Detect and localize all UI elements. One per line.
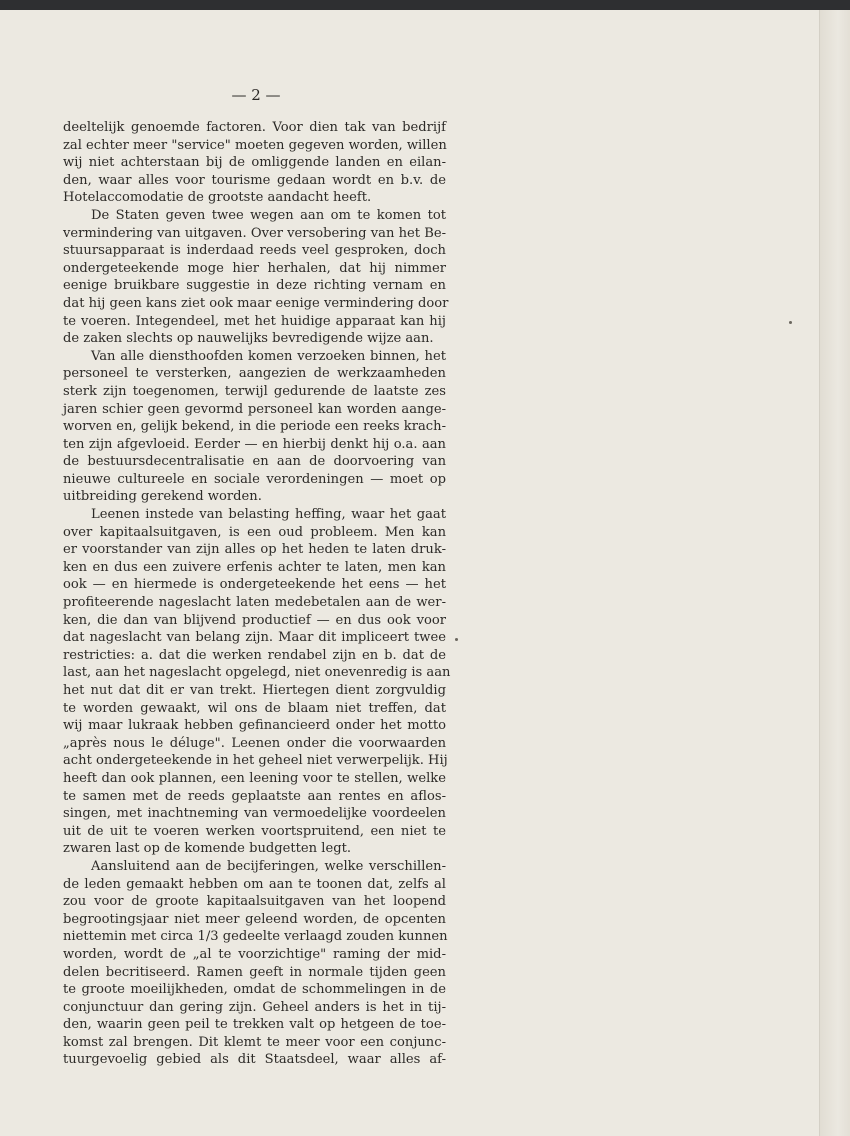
text-line: „après nous le déluge". Leenen onder die voorwaarden: [63, 735, 446, 751]
body-text: [63, 119, 451, 1069]
text-line: profiteerende nageslacht laten medebetalen aan de wer-: [63, 595, 446, 611]
text-line: niettemin met circa 1/3 gedeelte verlaagd zouden kunnen: [63, 929, 448, 945]
text-line: stuursapparaat is inderdaad reeds veel gesproken, doch: [63, 243, 446, 259]
text-line: zwaren last op de komende budgetten legt.: [63, 841, 352, 857]
text-line: ondergeteekende moge hier herhalen, dat hij nimmer: [63, 260, 446, 276]
text-line: worden, wordt de „al te voorzichtige" raming der mid-: [63, 946, 446, 962]
text-line: Hotelaccomodatie de grootste aandacht heeft.: [63, 190, 372, 206]
page-edge-strip: [819, 10, 850, 1136]
text-line: delen becritiseerd. Ramen geeft in normale tijden geen: [63, 964, 446, 980]
text-line: zou voor de groote kapitaalsuitgaven van het loopend: [63, 894, 446, 910]
text-line: wij niet achterstaan bij de omliggende landen en eilan-: [63, 155, 446, 171]
text-line: ten zijn afgevloeid. Eerder — en hierbij denkt hij o.a. aan: [63, 436, 446, 452]
text-line: eenige bruikbare suggestie in deze richting vernam en: [63, 278, 446, 294]
text-line: het nut dat dit er van trekt. Hiertegen dient zorgvuldig: [63, 683, 446, 698]
text-line: tuurgevoelig gebied als dit Staatsdeel, waar alles af-: [63, 1052, 446, 1068]
text-line: sterk zijn toegenomen, terwijl gedurende de laatste zes: [63, 383, 446, 399]
text-line: vermindering van uitgaven. Over versobering van het Be-: [63, 225, 446, 241]
text-line: den, waar alles voor tourisme gedaan wordt en b.v. de: [63, 172, 446, 188]
text-line: acht ondergeteekende in het geheel niet verwerpelijk. Hij: [63, 753, 448, 769]
text-line: ken, die dan van blijvend productief — en dus ook voor: [63, 612, 446, 628]
text-line: dat hij geen kans ziet ook maar eenige vermindering door: [63, 295, 449, 311]
text-line: deeltelijk genoemde factoren. Voor dien tak van bedrijf: [63, 120, 446, 135]
text-line: uit de uit te voeren werken voortspruitend, een niet te: [63, 823, 446, 839]
text-line: de zaken slechts op nauwelijks bevredigende wijze aan.: [63, 331, 434, 347]
dust-speck: [455, 638, 458, 641]
text-line: over kapitaalsuitgaven, is een oud probleem. Men kan: [63, 524, 446, 540]
text-line: er voorstander van zijn alles op het heden te laten druk-: [63, 542, 446, 558]
text-line: restricties: a. dat die werken rendabel zijn en b. dat de: [63, 647, 446, 663]
text-line: last, aan het nageslacht opgelegd, niet onevenredig is aan: [63, 665, 451, 681]
text-line: wij maar lukraak hebben gefinancieerd onder het motto: [63, 718, 446, 734]
text-line: te groote moeilijkheden, omdat de schommelingen in de: [63, 982, 446, 998]
text-line: nieuwe cultureele en sociale verordeningen — moet op: [63, 471, 446, 487]
page-number: — 2 —: [231, 86, 281, 104]
text-line: ken en dus een zuivere erfenis achter te laten, men kan: [63, 559, 446, 575]
text-line: heeft dan ook plannen, een leening voor te stellen, welke: [63, 770, 446, 786]
text-line: personeel te versterken, aangezien de werkzaamheden: [63, 366, 446, 382]
text-line: komst zal brengen. Dit klemt te meer voor een conjunc-: [63, 1034, 446, 1050]
text-line: de leden gemaakt hebben om aan te toonen dat, zelfs al: [63, 876, 446, 892]
text-line: Van alle diensthoofden komen verzoeken binnen, het: [91, 348, 446, 364]
text-line: Aansluitend aan de becijferingen, welke verschillen-: [91, 858, 446, 874]
text-line: singen, met inachtneming van vermoedelijke voordeelen: [63, 806, 446, 822]
text-line: den, waarin geen peil te trekken valt op hetgeen de toe-: [63, 1017, 446, 1033]
text-line: dat nageslacht van belang zijn. Maar dit impliceert twee: [63, 630, 446, 646]
text-line: De Staten geven twee wegen aan om te komen tot: [91, 207, 446, 223]
text-line: te worden gewaakt, wil ons de blaam niet treffen, dat: [63, 700, 446, 716]
text-line: begrootingsjaar niet meer geleend worden, de opcenten: [63, 911, 446, 927]
text-line: jaren schier geen gevormd personeel kan worden aange-: [63, 401, 446, 417]
dust-speck: [789, 321, 792, 324]
text-line: conjunctuur dan gering zijn. Geheel anders is het in tij-: [63, 999, 446, 1015]
text-line: te samen met de reeds geplaatste aan rentes en aflos-: [63, 788, 446, 804]
text-line: ook — en hiermede is ondergeteekende het eens — het: [63, 577, 446, 593]
text-line: te voeren. Integendeel, met het huidige apparaat kan hij: [63, 313, 446, 329]
text-line: de bestuursdecentralisatie en aan de doorvoering van: [63, 454, 446, 470]
text-line: worven en, gelijk bekend, in die periode een reeks krach-: [63, 419, 446, 435]
text-line: uitbreiding gerekend worden.: [63, 489, 262, 505]
text-line: zal echter meer "service" moeten gegeven worden, willen: [63, 137, 447, 153]
text-line: Leenen instede van belasting heffing, waar het gaat: [91, 507, 446, 523]
